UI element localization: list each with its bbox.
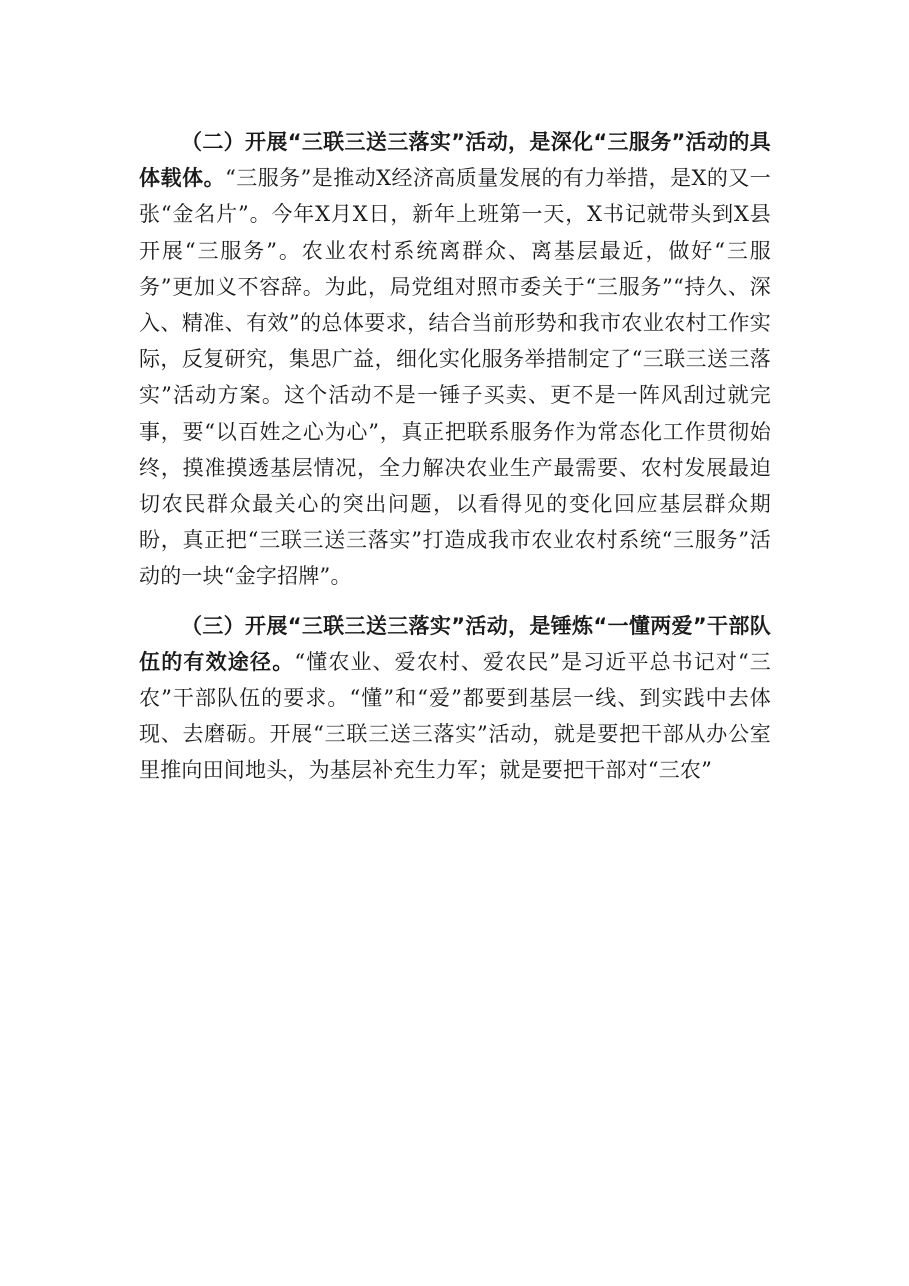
paragraph-section-three [139,608,771,789]
paragraph-text: “三服务”是推动X经济高质量发展的有力举措，是X的又一张“金名片”。今年X月X日，新年上班第一天，X书记就带头到X县开展“三服务”。农业农村系统离群众、离基层最近，做好“三服务”更加义不容辞。为此，局党组对照市委关于“三服务”“持久、深入、精准、有效”的总体要求，结合当前形势和我市农业农村工作实际，反复研究，集思广益，细化实化服务举措制定了“三联三送三落实”活动方案。这个活动不是一锤子买卖、更不是一阵风刮过就完事，要“以百姓之心为心”，真正把联系服务作为常态化工作贯彻始终，摸准摸透基层情况，全力解决农业生产最需要、农村发展最迫切农民群众最关心的突出问题，以看得见的变化回应基层群众期盼，真正把“三联三送三落实”打造成我市农业农村系统“三服务”活动的一块“金字招牌”。 [139,166,771,589]
paragraph-text: “懂农业、爱农村、爱农民”是习近平总书记对“三农”干部队伍的要求。“懂”和“爱”都要到基层一线、到实践中去体现、去磨砺。开展“三联三送三落实”活动，就是要把干部从办公室里推向田间地头，为基层补充生力军；就是要把干部对“三农” [139,649,771,783]
paragraph-heading: （二）开展“三联三送三落实”活动，是深化“三服务”活动的具体载体。 [139,130,771,191]
paragraph-heading: （三）开展“三联三送三落实”活动，是锤炼“一懂两爱”干部队伍的有效途径。 [139,613,771,674]
document-body [139,124,771,789]
paragraph-section-two [139,124,771,595]
